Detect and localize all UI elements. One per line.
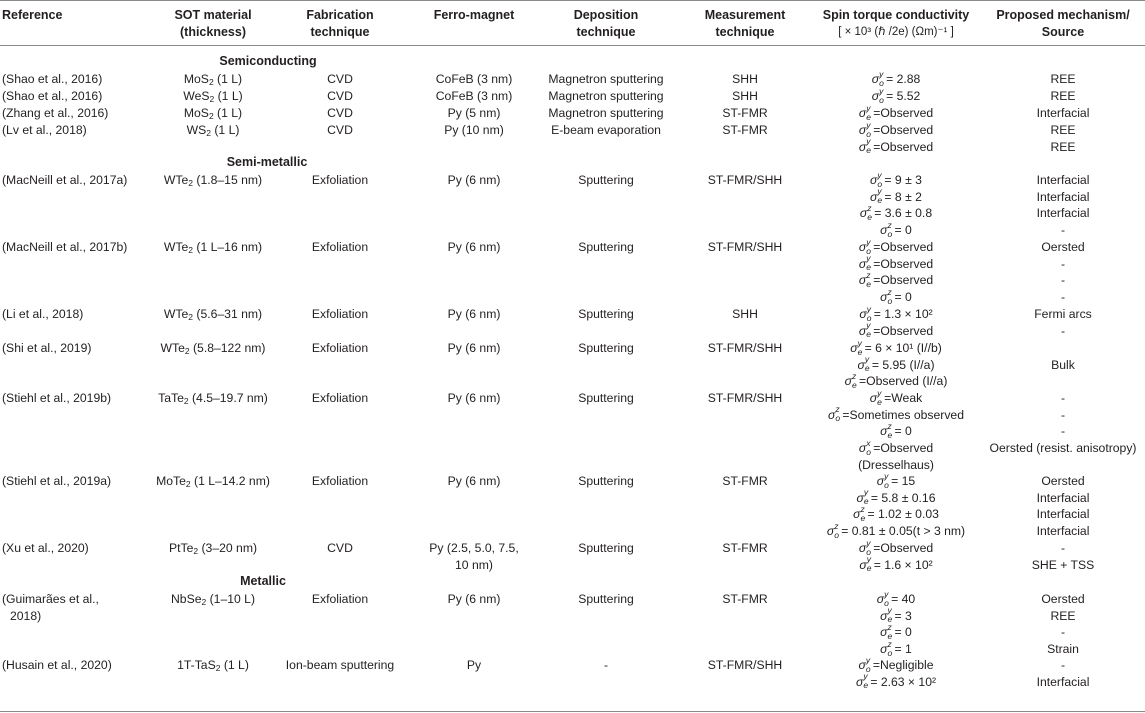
mechanism-cell: SHE + TSS bbox=[1031, 557, 1095, 572]
mechanism-cell: Interfacial bbox=[1036, 173, 1090, 187]
mechanism-cell: - bbox=[1060, 658, 1066, 672]
conductivity-cell bbox=[871, 85, 921, 105]
mechanism-cell: REE bbox=[1050, 72, 1076, 86]
conductivity-cell bbox=[870, 169, 922, 189]
conductivity-cell bbox=[859, 554, 933, 574]
ferromagnet-cell: Py (6 nm) bbox=[447, 341, 501, 355]
conductivity-cell bbox=[880, 605, 912, 625]
sigma-symbol: σ y e bbox=[858, 136, 871, 156]
mechanism-cell: Interfacial bbox=[1036, 524, 1090, 539]
sigma-symbol: σ z o bbox=[880, 219, 893, 239]
deposition-cell: Sputtering bbox=[578, 474, 634, 488]
conductivity-cell bbox=[858, 537, 934, 557]
conductivity-value: = 3 bbox=[894, 608, 912, 623]
fabrication-cell: CVD bbox=[327, 89, 353, 103]
conductivity-cell bbox=[858, 458, 934, 472]
sigma-symbol: σ y o bbox=[859, 303, 872, 323]
conductivity-cell bbox=[859, 203, 933, 223]
material-cell: MoS$_2$ (1 L) bbox=[183, 72, 243, 87]
deposition-cell: E-beam evaporation bbox=[551, 123, 661, 137]
sigma-symbol: σ y o bbox=[870, 169, 883, 189]
fabrication-cell: CVD bbox=[327, 72, 353, 86]
conductivity-value: = 0 bbox=[894, 424, 912, 439]
material-cell: NbSe$_2$ (1–10 L) bbox=[170, 592, 256, 607]
mechanism-cell: Interfacial bbox=[1036, 507, 1090, 522]
mechanism-cell: REE bbox=[1050, 123, 1076, 137]
mechanism-cell: - bbox=[1060, 541, 1066, 555]
conductivity-cell bbox=[880, 622, 912, 642]
sigma-symbol: σ y e bbox=[859, 554, 872, 574]
fabrication-cell: Ion-beam sputtering bbox=[285, 658, 395, 672]
material-cell: WTe$_2$ (1.8–15 nm) bbox=[163, 173, 263, 188]
conductivity-cell bbox=[858, 119, 934, 139]
sigma-symbol: σ y e bbox=[869, 387, 882, 407]
reference-cell: (MacNeill et al., 2017a) bbox=[2, 173, 128, 187]
reference-cell: (Shao et al., 2016) bbox=[2, 89, 103, 103]
conductivity-value: =Observed (I//a) bbox=[858, 374, 948, 389]
material-cell: TaTe$_2$ (4.5–19.7 nm) bbox=[158, 391, 268, 406]
mechanism-cell: - bbox=[1060, 256, 1066, 271]
ferromagnet-cell: Py bbox=[466, 658, 482, 672]
header-reference: Reference bbox=[2, 8, 63, 22]
conductivity-cell bbox=[858, 136, 934, 156]
deposition-cell: Sputtering bbox=[578, 592, 634, 606]
measurement-cell: ST-FMR/SHH bbox=[707, 240, 783, 254]
sigma-symbol: σ y o bbox=[858, 236, 871, 256]
measurement-cell: ST-FMR/SHH bbox=[707, 341, 783, 355]
conductivity-value: = 5.52 bbox=[886, 89, 921, 103]
mechanism-cell: Oersted bbox=[1041, 240, 1085, 254]
sigma-symbol: σ y e bbox=[856, 487, 869, 507]
ferromagnet-cell: CoFeB (3 nm) bbox=[435, 89, 513, 103]
sigma-symbol: σ z e bbox=[853, 504, 866, 524]
conductivity-value: = 5.8 ± 0.16 bbox=[870, 490, 936, 505]
reference-cell-cont: 2018) bbox=[10, 608, 42, 623]
sigma-symbol: σ z e bbox=[859, 203, 872, 223]
conductivity-value: =Observed bbox=[873, 240, 934, 254]
conductivity-cell bbox=[876, 470, 916, 490]
ferromagnet-cell: Py (6 nm) bbox=[447, 391, 501, 405]
header-deposition: Deposition technique bbox=[573, 8, 639, 39]
mechanism-cell: - bbox=[1060, 424, 1066, 439]
deposition-cell: Sputtering bbox=[578, 307, 634, 321]
ferromagnet-cell: Py (6 nm) bbox=[447, 173, 501, 187]
section-metallic: Metallic bbox=[240, 574, 286, 588]
conductivity-cell bbox=[856, 487, 936, 507]
mechanism-cell: REE bbox=[1050, 89, 1076, 103]
conductivity-value: = 0 bbox=[894, 625, 912, 640]
conductivity-value: = 3.6 ± 0.8 bbox=[874, 206, 933, 221]
mechanism-cell: Interfacial bbox=[1036, 674, 1090, 689]
conductivity-value: = 6 × 10¹ (I//b) bbox=[864, 341, 942, 355]
ferromagnet-cell: Py (5 nm) bbox=[447, 106, 501, 120]
mechanism-cell: REE bbox=[1050, 139, 1076, 154]
conductivity-value: =Observed bbox=[873, 441, 934, 456]
sigma-symbol: σ z e bbox=[880, 421, 893, 441]
conductivity-value: =Sometimes observed bbox=[842, 407, 964, 422]
mechanism-cell: Fermi arcs bbox=[1034, 307, 1092, 321]
ferromagnet-cell: Py (6 nm) bbox=[447, 592, 501, 606]
sigma-symbol: σ z o bbox=[880, 286, 893, 306]
conductivity-value: = 15 bbox=[891, 474, 916, 488]
conductivity-cell bbox=[880, 638, 912, 658]
header-measurement: Measurement technique bbox=[704, 8, 786, 39]
bottom-rule bbox=[0, 711, 1145, 712]
material-cell: WTe$_2$ (5.8–122 nm) bbox=[160, 341, 266, 356]
reference-cell: (Shao et al., 2016) bbox=[2, 72, 103, 86]
conductivity-cell bbox=[871, 68, 921, 88]
sigma-symbol: σ z o bbox=[828, 404, 841, 424]
header-ferromagnet: Ferro-magnet bbox=[433, 8, 515, 22]
header-sot-material: SOT material (thickness) bbox=[174, 8, 252, 39]
conductivity-cell bbox=[855, 671, 937, 691]
mechanism-cell: - bbox=[1060, 223, 1066, 238]
conductivity-cell bbox=[857, 354, 935, 374]
conductivity-value: =Negligible bbox=[872, 658, 934, 672]
material-cell: 1T-TaS$_2$ (1 L) bbox=[177, 658, 249, 673]
measurement-cell: SHH bbox=[732, 307, 758, 321]
fabrication-cell: CVD bbox=[327, 123, 353, 137]
conductivity-cell bbox=[876, 588, 916, 608]
material-cell: WeS$_2$ (1 L) bbox=[183, 89, 243, 104]
conductivity-value: = 9 ± 3 bbox=[884, 173, 922, 187]
sigma-symbol: σ z o bbox=[880, 638, 893, 658]
conductivity-cell bbox=[858, 654, 934, 674]
conductivity-value: = 40 bbox=[891, 592, 916, 606]
reference-cell: (Guimarães et al., bbox=[2, 592, 99, 606]
deposition-cell: Sputtering bbox=[578, 173, 634, 187]
material-cell: WTe$_2$ (1 L–16 nm) bbox=[163, 240, 263, 255]
conductivity-value: = 2.88 bbox=[886, 72, 921, 86]
sigma-symbol: σ z e bbox=[858, 270, 871, 290]
conductivity-cell bbox=[869, 387, 923, 407]
fabrication-cell: CVD bbox=[327, 541, 353, 555]
conductivity-value: =Weak bbox=[884, 391, 923, 405]
deposition-cell: Magnetron sputtering bbox=[548, 72, 664, 86]
reference-cell: (Stiehl et al., 2019a) bbox=[2, 474, 112, 488]
conductivity-cell bbox=[880, 286, 912, 306]
conductivity-cell bbox=[828, 404, 964, 424]
conductivity-cell bbox=[859, 303, 933, 323]
sigma-symbol: σ y o bbox=[858, 654, 871, 674]
mechanism-cell: - bbox=[1060, 625, 1066, 640]
measurement-cell: ST-FMR bbox=[722, 474, 768, 488]
header-rule bbox=[0, 45, 1145, 46]
deposition-cell: Sputtering bbox=[578, 541, 634, 555]
reference-cell: (Zhang et al., 2016) bbox=[2, 106, 109, 120]
fabrication-cell: Exfoliation bbox=[311, 592, 369, 606]
conductivity-value: = 0.81 ± 0.05(t > 3 nm) bbox=[841, 524, 966, 539]
mechanism-cell: - bbox=[1060, 323, 1066, 338]
deposition-cell: Sputtering bbox=[578, 240, 634, 254]
material-cell: WTe$_2$ (5.6–31 nm) bbox=[163, 307, 263, 322]
conductivity-value: =Observed bbox=[873, 139, 934, 154]
deposition-cell: Sputtering bbox=[578, 341, 634, 355]
material-cell: MoS$_2$ (1 L) bbox=[183, 106, 243, 121]
conductivity-value: =Observed bbox=[873, 541, 934, 555]
ferromagnet-cell: Py (6 nm) bbox=[447, 240, 501, 254]
sigma-symbol: σ y e bbox=[858, 102, 871, 122]
measurement-cell: SHH bbox=[732, 89, 758, 103]
sigma-symbol: σ y o bbox=[858, 119, 871, 139]
conductivity-cell bbox=[844, 371, 948, 391]
sigma-symbol: σ y o bbox=[871, 85, 884, 105]
reference-cell: (Stiehl et al., 2019b) bbox=[2, 391, 112, 405]
sigma-symbol: σ y e bbox=[858, 320, 871, 340]
fabrication-cell: Exfoliation bbox=[311, 173, 369, 187]
conductivity-cell bbox=[850, 337, 942, 357]
fabrication-cell: Exfoliation bbox=[311, 474, 369, 488]
mechanism-cell: Interfacial bbox=[1036, 106, 1090, 120]
reference-cell: (Husain et al., 2020) bbox=[2, 658, 112, 672]
conductivity-cell bbox=[858, 270, 934, 290]
conductivity-value: = 2.63 × 10² bbox=[870, 674, 937, 689]
mechanism-cell: - bbox=[1060, 273, 1066, 288]
measurement-cell: SHH bbox=[732, 72, 758, 86]
sigma-symbol: σ y e bbox=[858, 253, 871, 273]
mechanism-cell: - bbox=[1060, 290, 1066, 305]
material-cell: MoTe$_2$ (1 L–14.2 nm) bbox=[156, 474, 270, 489]
sigma-symbol: σ y o bbox=[871, 68, 884, 88]
sigma-symbol: σ y o bbox=[858, 537, 871, 557]
conductivity-cell bbox=[858, 437, 934, 457]
conductivity-cell bbox=[880, 219, 912, 239]
sigma-symbol: σ y e bbox=[855, 671, 869, 691]
ferromagnet-cell: Py (2.5, 5.0, 7.5, bbox=[429, 541, 519, 555]
header-mechanism: Proposed mechanism/ Source bbox=[996, 8, 1130, 39]
mechanism-cell: Oersted (resist. anisotropy) bbox=[989, 441, 1137, 456]
material-cell: PtTe$_2$ (3–20 nm) bbox=[168, 541, 258, 556]
reference-cell: (Lv et al., 2018) bbox=[2, 123, 87, 137]
sigma-symbol: σ x o bbox=[858, 437, 871, 457]
conductivity-value: = 1 bbox=[894, 642, 912, 657]
measurement-cell: ST-FMR bbox=[722, 592, 768, 606]
deposition-cell: Magnetron sputtering bbox=[548, 106, 664, 120]
ferromagnet-cell: Py (6 nm) bbox=[447, 474, 501, 488]
conductivity-value: = 1.6 × 10² bbox=[873, 557, 933, 572]
measurement-cell: ST-FMR bbox=[722, 106, 768, 120]
sigma-symbol: σ z o bbox=[826, 520, 839, 540]
header-fabrication: Fabrication technique bbox=[306, 8, 374, 39]
sigma-symbol: σ y e bbox=[850, 337, 863, 357]
conductivity-cell bbox=[858, 253, 934, 273]
top-rule bbox=[0, 0, 1145, 1]
mechanism-cell: Interfacial bbox=[1036, 206, 1090, 221]
sigma-symbol: σ y e bbox=[880, 605, 893, 625]
mechanism-cell: Oersted bbox=[1041, 474, 1085, 488]
mechanism-cell: - bbox=[1060, 391, 1066, 405]
sigma-symbol: σ y o bbox=[876, 588, 889, 608]
fabrication-cell: Exfoliation bbox=[311, 341, 369, 355]
mechanism-cell: Oersted bbox=[1041, 592, 1085, 606]
fabrication-cell: Exfoliation bbox=[311, 240, 369, 254]
reference-cell: (Li et al., 2018) bbox=[2, 307, 84, 321]
fabrication-cell: Exfoliation bbox=[311, 307, 369, 321]
ferromagnet-cell-cont: 10 nm) bbox=[455, 557, 493, 572]
conductivity-value: =Observed bbox=[873, 256, 934, 271]
sigma-symbol: σ z e bbox=[880, 622, 893, 642]
conductivity-value: =Observed bbox=[873, 123, 934, 137]
conductivity-value: = 5.95 (I//a) bbox=[871, 357, 935, 372]
measurement-cell: ST-FMR bbox=[722, 123, 768, 137]
measurement-cell: ST-FMR/SHH bbox=[707, 173, 783, 187]
conductivity-cell bbox=[880, 421, 912, 441]
conductivity-value: = 0 bbox=[894, 290, 912, 305]
conductivity-value: = 1.3 × 10² bbox=[873, 307, 933, 321]
conductivity-value: =Observed bbox=[873, 273, 934, 288]
sigma-symbol: σ y e bbox=[857, 354, 870, 374]
conductivity-value: =Observed bbox=[873, 323, 934, 338]
deposition-cell: Sputtering bbox=[578, 391, 634, 405]
fabrication-cell: CVD bbox=[327, 106, 353, 120]
mechanism-cell: Interfacial bbox=[1036, 490, 1090, 505]
mechanism-cell: Bulk bbox=[1051, 357, 1075, 372]
conductivity-cell bbox=[858, 320, 934, 340]
conductivity-value: = 1.02 ± 0.03 bbox=[867, 507, 939, 522]
fabrication-cell: Exfoliation bbox=[311, 391, 369, 405]
conductivity-value: (Dresselhaus) bbox=[858, 457, 934, 472]
conductivity-value: = 8 ± 2 bbox=[884, 189, 922, 204]
mechanism-cell: Interfacial bbox=[1036, 189, 1090, 204]
reference-cell: (Shi et al., 2019) bbox=[2, 341, 92, 355]
section-semiconducting: Semiconducting bbox=[219, 54, 317, 68]
deposition-cell: - bbox=[603, 658, 609, 672]
sigma-symbol: σ y o bbox=[876, 470, 889, 490]
ferromagnet-cell: Py (6 nm) bbox=[447, 307, 501, 321]
reference-cell: (MacNeill et al., 2017b) bbox=[2, 240, 128, 254]
measurement-cell: ST-FMR/SHH bbox=[707, 658, 783, 672]
conductivity-cell bbox=[858, 236, 934, 256]
conductivity-value: =Observed bbox=[873, 106, 934, 120]
conductivity-cell bbox=[870, 186, 922, 206]
material-cell: $WS_2$ (1 L) bbox=[186, 123, 240, 138]
ferromagnet-cell: Py (10 nm) bbox=[444, 123, 504, 137]
sigma-symbol: σ z e bbox=[844, 371, 857, 391]
mechanism-cell: - bbox=[1060, 407, 1066, 422]
ferromagnet-cell: CoFeB (3 nm) bbox=[435, 72, 513, 86]
reference-cell: (Xu et al., 2020) bbox=[2, 541, 89, 555]
measurement-cell: ST-FMR/SHH bbox=[707, 391, 783, 405]
sigma-symbol: σ y e bbox=[870, 186, 883, 206]
conductivity-value: = 0 bbox=[894, 223, 912, 238]
conductivity-cell bbox=[853, 504, 939, 524]
mechanism-cell: REE bbox=[1050, 608, 1076, 623]
section-semimetallic: Semi-metallic bbox=[226, 155, 308, 169]
conductivity-cell bbox=[858, 102, 934, 122]
measurement-cell: ST-FMR bbox=[722, 541, 768, 555]
header-conductivity: Spin torque conductivity [ × 10³ (ℏ /2e) (Ωm)⁻¹ ] bbox=[822, 8, 970, 38]
conductivity-cell bbox=[826, 520, 966, 540]
deposition-cell: Magnetron sputtering bbox=[548, 89, 664, 103]
mechanism-cell: Strain bbox=[1047, 642, 1079, 657]
